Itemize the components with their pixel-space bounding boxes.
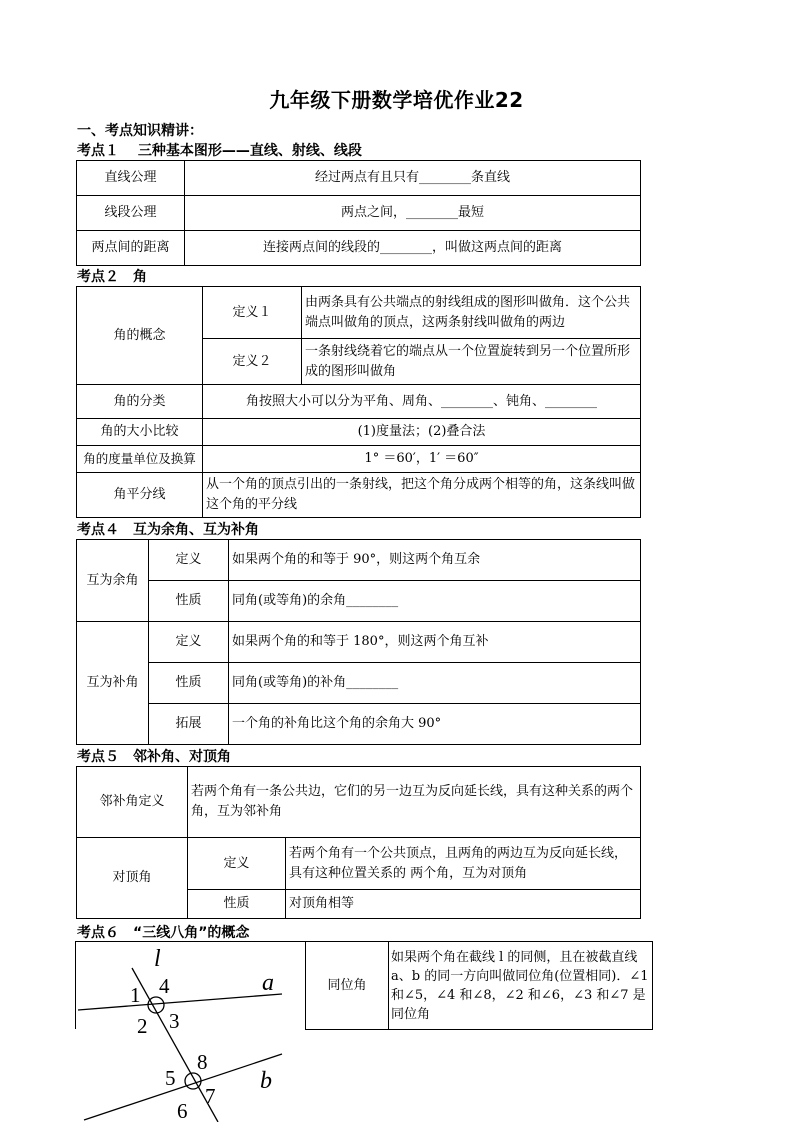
kp6-heading: 考点６ “三线八角”的概念 (77, 925, 250, 941)
kp4-heading: 考点４ 互为余角、互为补角 (77, 522, 259, 538)
label-angle-2: 2 (137, 1014, 148, 1038)
kp4-comp-label: 互为余角 (77, 540, 149, 622)
label-line-l: l (154, 946, 161, 972)
kp2-heading: 考点２ 角 (77, 269, 147, 285)
kp1-label-line-axiom: 直线公理 (77, 161, 185, 196)
kp5-heading: 考点５ 邻补角、对顶角 (77, 749, 231, 765)
vertex-circle-lower (185, 1073, 201, 1089)
label-angle-8: 8 (197, 1050, 208, 1074)
kp2-bisector-label: 角平分线 (77, 473, 203, 518)
kp2-def1-label: 定义１ (203, 287, 302, 339)
kp2-class-text: 角按照大小可以分为平角、周角、________、钝角、________ (203, 385, 641, 419)
kp4-comp-def-text: 如果两个角的和等于 90°，则这两个角互余 (229, 540, 641, 581)
line-a (78, 994, 282, 1010)
kp1-label-distance: 两点间的距离 (77, 231, 185, 266)
table-row (77, 581, 641, 622)
table-row (77, 622, 641, 663)
kp4-comp-prop-text: 同角(或等角)的余角________ (229, 581, 641, 622)
kp4-comp-def-label: 定义 (149, 540, 229, 581)
three-lines-eight-angles-figure (76, 942, 302, 1122)
label-angle-4: 4 (159, 974, 170, 998)
label-angle-7: 7 (205, 1084, 216, 1108)
kp1-heading: 考点１ 三种基本图形——直线、射线、线段 (77, 143, 362, 159)
kp4-supp-prop-text: 同角(或等角)的补角________ (229, 663, 641, 704)
kp5-table (76, 766, 641, 919)
kp1-content-line-axiom: 经过两点有且只有________条直线 (185, 161, 641, 196)
kp5-adj-text: 若两个角有一条公共边，它们的另一边互为反向延长线，具有这种关系的两个角，互为邻补角 (188, 767, 641, 838)
kp1-content-distance: 连接两点间的线段的________，叫做这两点间的距离 (185, 231, 641, 266)
kp1-label-segment-axiom: 线段公理 (77, 196, 185, 231)
table-row (77, 385, 641, 419)
kp4-comp-prop-label: 性质 (149, 581, 229, 622)
label-line-a: a (262, 970, 274, 996)
kp2-unit-text: 1° ＝60′，1′ ＝60″ (203, 446, 641, 473)
kp2-def1-text: 由两条具有公共端点的射线组成的图形叫做角．这个公共端点叫做角的顶点，这两条射线叫做角的两边 (302, 287, 641, 339)
table-row (77, 663, 641, 704)
kp1-content-segment-axiom: 两点之间，________最短 (185, 196, 641, 231)
kp5-vert-prop-text: 对顶角相等 (286, 890, 641, 919)
kp2-def2-label: 定义２ (203, 339, 302, 385)
kp2-concept-label: 角的概念 (77, 287, 203, 385)
kp6-table (305, 941, 653, 1030)
label-angle-3: 3 (169, 1009, 180, 1033)
kp6-corr-label: 同位角 (306, 942, 389, 1030)
kp1-table (76, 160, 641, 266)
section-heading: 一、考点知识精讲： (77, 123, 203, 139)
kp4-supp-label: 互为补角 (77, 622, 149, 745)
table-row (77, 473, 641, 518)
kp4-supp-def-text: 如果两个角的和等于 180°，则这两个角互补 (229, 622, 641, 663)
label-angle-5: 5 (165, 1066, 176, 1090)
kp4-supp-prop-label: 性质 (149, 663, 229, 704)
kp5-vert-def-text: 若两个角有一个公共顶点，且两角的两边互为反向延长线，具有这种位置关系的 两个角，互为对顶角 (286, 838, 641, 890)
label-angle-1: 1 (130, 983, 141, 1007)
kp4-supp-ext-label: 拓展 (149, 704, 229, 745)
kp2-bisector-text: 从一个角的顶点引出的一条射线，把这个角分成两个相等的角，这条线叫做这个角的平分线 (203, 473, 641, 518)
kp4-table (76, 539, 641, 745)
kp2-compare-label: 角的大小比较 (77, 419, 203, 446)
table-row (77, 446, 641, 473)
table-row (77, 287, 641, 339)
kp2-def2-text: 一条射线绕着它的端点从一个位置旋转到另一个位置所形成的图形叫做角 (302, 339, 641, 385)
table-row (77, 419, 641, 446)
kp5-vert-label: 对顶角 (77, 838, 188, 919)
label-angle-6: 6 (177, 1099, 188, 1122)
table-row (77, 196, 641, 231)
table-row (77, 767, 641, 838)
table-row (77, 161, 641, 196)
table-row (77, 540, 641, 581)
kp2-unit-label: 角的度量单位及换算 (77, 446, 203, 473)
kp5-vert-def-label: 定义 (188, 838, 286, 890)
table-row (77, 838, 641, 890)
kp4-supp-ext-text: 一个角的补角比这个角的余角大 90° (229, 704, 641, 745)
table-row (77, 231, 641, 266)
table-row (306, 942, 653, 1030)
kp2-class-label: 角的分类 (77, 385, 203, 419)
kp2-table (76, 286, 641, 518)
kp5-adj-label: 邻补角定义 (77, 767, 188, 838)
page-title: 九年级下册数学培优作业22 (269, 88, 524, 112)
table-row (77, 704, 641, 745)
kp5-vert-prop-label: 性质 (188, 890, 286, 919)
kp4-supp-def-label: 定义 (149, 622, 229, 663)
kp6-corr-text: 如果两个角在截线 l 的同侧，且在被截直线 a、b 的同一方向叫做同位角(位置相同)．∠1 和∠5，∠4 和∠8，∠2 和∠6，∠3 和∠7 是同位角 (389, 942, 653, 1030)
label-line-b: b (260, 1068, 272, 1094)
kp2-compare-text: (1)度量法；(2)叠合法 (203, 419, 641, 446)
